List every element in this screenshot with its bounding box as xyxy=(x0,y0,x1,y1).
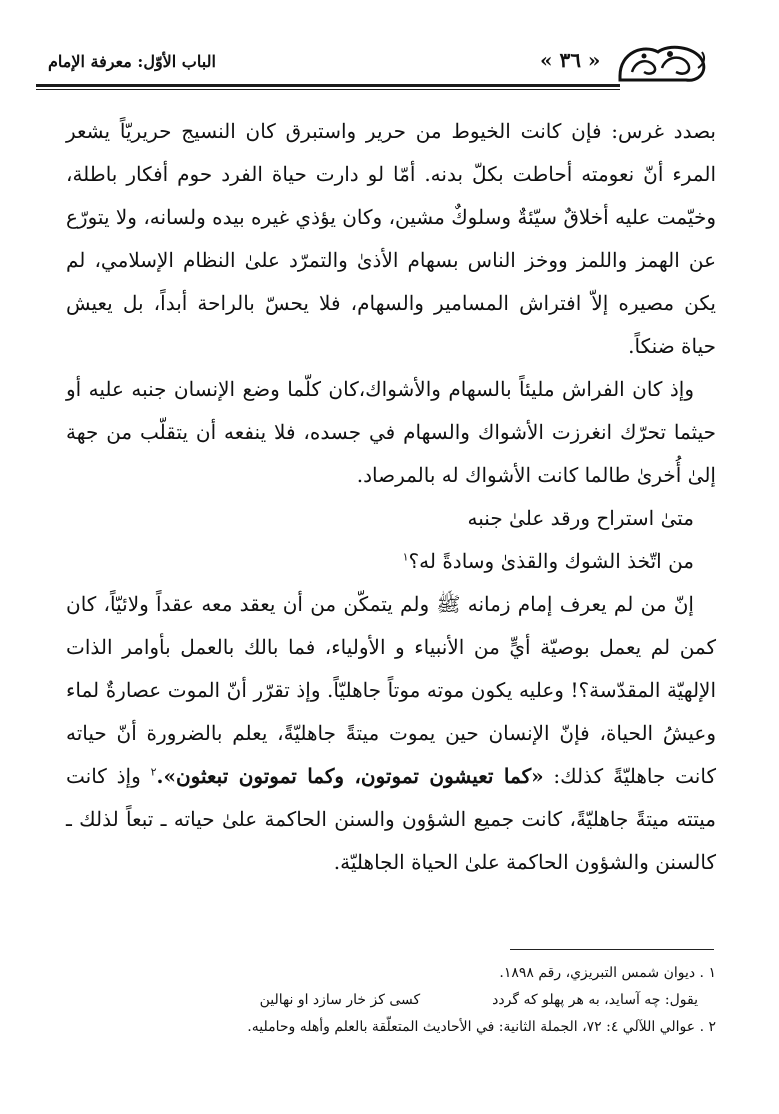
paragraph-1: بصدد غرس: فإن كانت الخيوط من حرير واستبرق كان النسيج حريريّاً يشعر المرء أنّ نعومته أحاطت بكلّ بدنه. أمّا لو دارت حياة الفرد حوم أفكار باطلة، وخيّمت عليه أخلاقٌ سيّئةٌ وسلوكٌ مشين، وكان يؤذي غيره بيده ولسانه، ولا يتورّع عن الهمز واللمز ووخز الناس بسهام الأذىٰ والتمرّد علىٰ النظام الإسلامي، لم يكن مصيره إلاّ افتراش المسامير والسهام، فلا يحسّ بالراحة أبداً، بل يعيش حياة ضنكاً. xyxy=(66,119,717,358)
footnotes xyxy=(100,960,716,1041)
calligraphy-ornament-icon xyxy=(614,38,710,90)
footnote-1: ١ . ديوان شمس التبريزي، رقم ١٨٩٨. xyxy=(499,965,716,981)
header-rule-thin xyxy=(36,89,620,90)
verse-line-2-text: من اتّخذ الشوك والقذىٰ وسادةً له؟ xyxy=(408,549,694,573)
paragraph-3 xyxy=(66,583,716,884)
verse-line-2 xyxy=(66,540,716,583)
footnote-1-persian-verse xyxy=(100,987,716,1014)
hadith-quote: «كما تعيشون تموتون، وكما تموتون تبعثون». xyxy=(156,764,544,788)
header-rule xyxy=(36,84,620,87)
footnote-rule xyxy=(510,949,714,950)
paragraph-3-text-b: وإذ كانت ميتته ميتةً جاهليّةً، كانت جميع الشؤون والسنن الحاكمة علىٰ حياته ـ تبعاً لذلك ـ كالسنن والشؤون الحاكمة علىٰ الحياة الجاهليّة. xyxy=(66,764,716,874)
body-text xyxy=(66,110,716,884)
paragraph-2: وإذ كان الفراش مليئاً بالسهام والأشواك،كان كلّما وضع الإنسان جنبه عليه أو حيثما تحرّك انغرزت الأشواك والسهام في جسده، فلا ينفعه أن يتقلّب من جهة إلىٰ أُخرىٰ طالما كانت الأشواك له بالمرصاد. xyxy=(66,377,716,487)
footnote-ref-1[interactable]: ١ xyxy=(402,550,409,564)
persian-hemistich-1: يقول: چه آسايد، به هر پهلو كه گردد xyxy=(492,992,698,1008)
page-number: « ٣٦ » xyxy=(540,48,601,72)
footnote-ref-2[interactable]: ٢ xyxy=(150,765,157,779)
paragraph-3-text-a: إنّ من لم يعرف إمام زمانه ﷺ ولم يتمكّن من أن يعقد معه عقداً ولائيّاً، كان كمن لم يعمل بوصيّة أيٍّ من الأنبياء و الأولياء، فما بالك بالعمل بأوامر الذات الإلهيّة المقدّسة؟! وعليه يكون موته موتاً جاهليّاً. وإذ تقرّر أنّ الموت عصارةٌ لماء وعيشُ الحياة، فإنّ الإنسان حين يموت ميتةً جاهليّةً، يعلم بالضرورة أنّ حياته كانت جاهليّةً كذلك: xyxy=(66,592,716,788)
running-title: الباب الأوّل: معرفة الإمام xyxy=(48,52,216,71)
verse-line-1: متىٰ استراح ورقد علىٰ جنبه xyxy=(467,506,694,530)
persian-hemistich-2: كسى كز خار سازد او نهالين xyxy=(259,992,421,1008)
footnote-2: ٢ . عوالي اللآلي ٤: ٧٢، الجملة الثانية: في الأحاديث المتعلّقة بالعلم وأهله وحامليه. xyxy=(247,1019,716,1035)
